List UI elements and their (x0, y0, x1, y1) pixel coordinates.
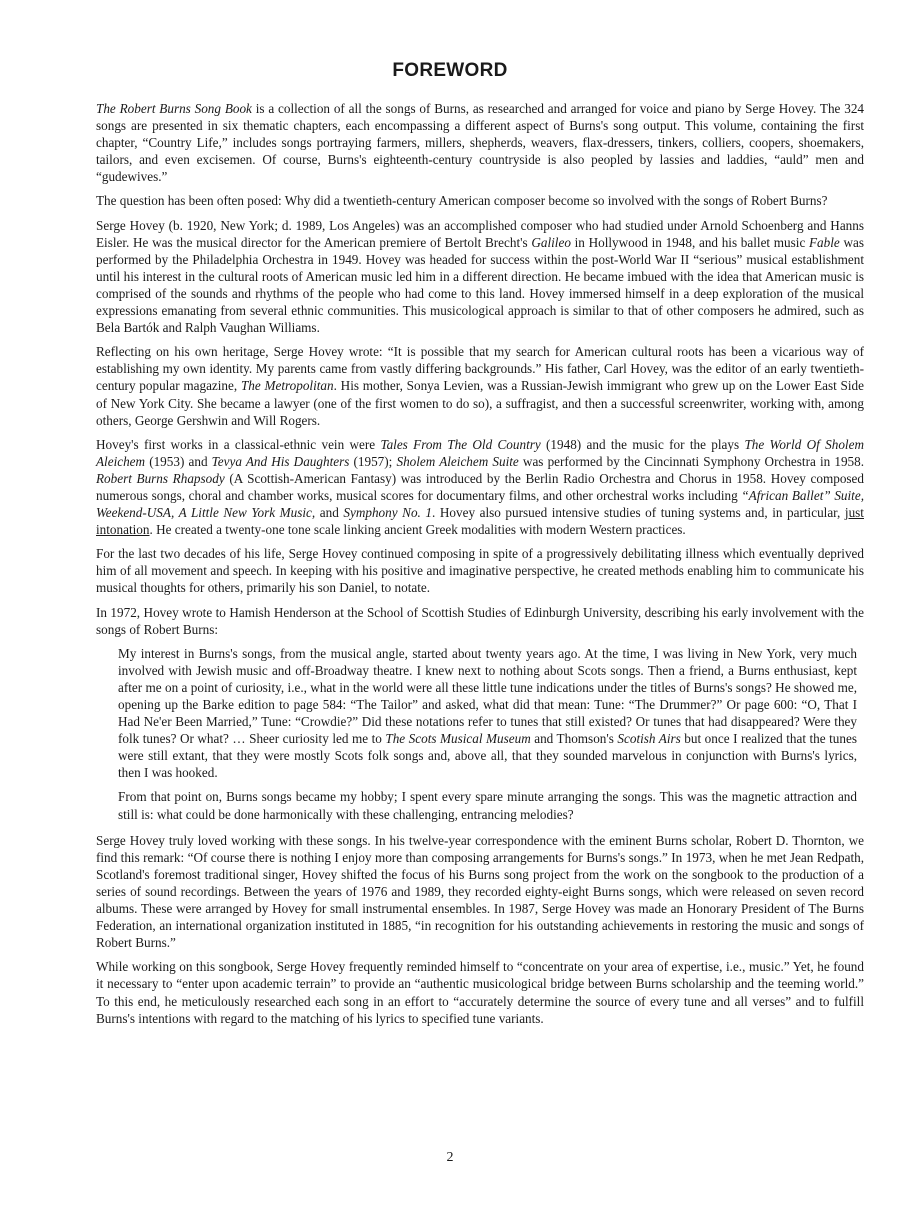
paragraph-text: (1957); (349, 453, 397, 469)
paragraph-text: . His mother, Sonya Levien, was a Russian-Jewish immigrant who grew up on the Lower East Side of New York City. She became a lawyer (one of the first women to do so), a suffragist, and then a successful screenwriter, working with, among others, George Gershwin and Will Rogers. (96, 378, 864, 428)
paragraph-text: in Hollywood in 1948, and his ballet music (570, 234, 809, 250)
work-title: The Scots Musical Museum (385, 731, 531, 747)
block-quote-1 (118, 645, 857, 782)
book-title: The Robert Burns Song Book (96, 101, 252, 116)
foreword-body (96, 100, 864, 1034)
paragraph-9: While working on this songbook, Serge Hovey frequently reminded himself to “concentrate on your area of expertise, i.e., music.” Yet, he found it necessary to “enter upon academic terrain” to provide an “authentic musicological bridge between Burns scholarship and the teeming world.” To this end, he meticulously researched each song in an effort to “accurately determine the source of every tune and all verses” and to fulfill Burns's intentions with regard to the matching of his lyrics to specified tune variants. (96, 959, 864, 1026)
paragraph-text: is a collection of all the songs of Burns, as researched and arranged for voice and piano by Serge Hovey. The 324 songs are presented in six thematic chapters, each encompassing a different aspect of Burns's song output. This volume, containing the first chapter, “Country Life,” includes songs portraying farmers, millers, shepherds, weavers, flax-dressers, tinkers, colliers, coopers, shoemakers, tailors, and even excisemen. Of course, Burns's eighteenth-century countryside is also peopled by lassies and laddies, “auld” men and “gudewives.” (96, 101, 865, 185)
paragraph-text: (1953) and (145, 453, 212, 469)
paragraph-5 (96, 436, 864, 539)
paragraph-7: In 1972, Hovey wrote to Hamish Henderson at the School of Scottish Studies of Edinburgh University, describing his early involvement with the songs of Robert Burns: (96, 604, 864, 637)
paragraph-text: and (315, 505, 344, 521)
paragraph-text: . Hovey also pursued intensive studies of tuning systems and, in particular, (432, 505, 845, 521)
work-title: Symphony No. 1 (343, 505, 433, 521)
work-title: Fable (809, 234, 840, 250)
paragraph-3 (96, 217, 864, 337)
paragraph-1 (96, 100, 864, 185)
paragraph-text: . He created a twenty-one tone scale linking ancient Greek modalities with modern Western practices. (149, 522, 686, 538)
paragraph-text: Serge Hovey (b. 1920, New York; d. 1989, Los Angeles) was an accomplished composer who had studied under Arnold Schoenberg and Hanns Eisler. He was the musical director for the American premiere of Bertolt Brecht's (96, 217, 864, 250)
quote-text: My interest in Burns's songs, from the musical angle, started about twenty years ago. At the time, I was living in New York, very much involved with Jewish music and off-Broadway theatre. I knew next to nothing about Scots songs. Then a friend, a Burns enthusiast, kept after me on a point of curiosity, i.e., what in the world were all these little tune indications under the titles of Burns's songs? He showed me, opening up the Barke edition to page 584: “The Tailor” and asked, what did that mean: Tune: “The Drummer?” Or page 600: “O, That I Had Ne'er Been Married,” Tune: “Crowdie?” Did these notations refer to tunes that still existed? Or tunes that had disappeared? Were they folk tunes? Or what? … Sheer curiosity led me to (118, 645, 857, 747)
paragraph-8: Serge Hovey truly loved working with these songs. In his twelve-year correspondence with the eminent Burns scholar, Robert D. Thornton, we find this remark: “Of course there is nothing I enjoy more than composing arrangements for Burns's songs.” In 1973, when he met Jean Redpath, Scotland's foremost traditional singer, Hovey shifted the focus of his Burns song project from the work on the songbook to the production of a series of sound recordings. Between the years of 1976 and 1989, they recorded eighty-eight Burns songs, which were released on seven record albums. These were arranged by Hovey for small instrumental ensembles. In 1987, Serge Hovey was made an Honorary President of The Burns Federation, an international organization instituted in 1885, “in recognition for his outstanding achievements in restoring the music and songs of Robert Burns.” (96, 832, 864, 951)
paragraph-text: was performed by the Philadelphia Orchestra in 1949. Hovey was headed for success within the post-World War II “serious” musical establishment until his interest in the cultural roots of American music led him in a different direction. He became imbued with the idea that American music is comprised of the sounds and rhythms of the people who had come to this land. Hovey immersed himself in a deep exploration of the musical expressions emanating from several ethnic communities. This musicological approach is similar to that of other composers he admired, such as Bela Bartók and Ralph Vaughan Williams. (96, 234, 864, 336)
work-title: “African Ballet” Suite, Weekend-USA, A Little New York Music, (96, 487, 864, 521)
paragraph-text: Reflecting on his own heritage, Serge Hovey wrote: “It is possible that my search for American cultural roots has been a vicarious way of establishing my own identity. My parents came from vastly differing backgrounds.” His father, Carl Hovey, was the editor of an early twentieth-century popular magazine, (96, 344, 864, 394)
paragraph-text: was performed by the Cincinnati Symphony Orchestra in 1958. (518, 453, 865, 469)
work-title: Robert Burns Rhapsody (96, 470, 225, 486)
quote-text: and Thomson's (530, 731, 618, 747)
work-title: Galileo (531, 234, 571, 250)
quote-text: but once I realized that the tunes were still extant, that they were mostly Scots folk songs and, above all, that they sounded marvelous in conjunction with Burns's lyrics, then I was hooked. (118, 731, 857, 781)
work-title: The Metropolitan (240, 378, 334, 394)
paragraph-text: (1948) and the music for the plays (540, 436, 745, 452)
paragraph-text: Hovey's first works in a classical-ethnic vein were (96, 436, 381, 452)
work-title: Tevya And His Daughters (211, 453, 350, 469)
work-title: The World Of Sholem Aleichem (96, 436, 864, 469)
paragraph-2: The question has been often posed: Why did a twentieth-century American composer become so involved with the songs of Robert Burns? (96, 193, 828, 209)
paragraph-text: (A Scottish-American Fantasy) was introduced by the Berlin Radio Orchestra and Chorus in 1958. Hovey composed numerous songs, choral and chamber works, musical scores for documentary films, and other orchestral works including (96, 470, 864, 503)
paragraph-4 (96, 343, 864, 428)
paragraph-6: For the last two decades of his life, Serge Hovey continued composing in spite of a progressively debilitating illness which eventually deprived him of all movement and speech. In keeping with his positive and imaginative perspective, he created methods enabling him to communicate his musical thoughts for others, primarily his son Daniel, to notate. (96, 546, 864, 596)
work-title: Scotish Airs (617, 731, 681, 747)
work-title: Tales From The Old Country (380, 436, 541, 452)
work-title: Sholem Aleichem Suite (396, 453, 519, 469)
block-quote-2: From that point on, Burns songs became my hobby; I spent every spare minute arranging the songs. This was the magnetic attraction and still is: what could be done harmonically with these challenging, entrancing melodies? (118, 789, 857, 822)
page-title: FOREWORD (392, 60, 508, 81)
underlined-term: just intonation (96, 505, 864, 538)
page-number: 2 (446, 1150, 454, 1165)
